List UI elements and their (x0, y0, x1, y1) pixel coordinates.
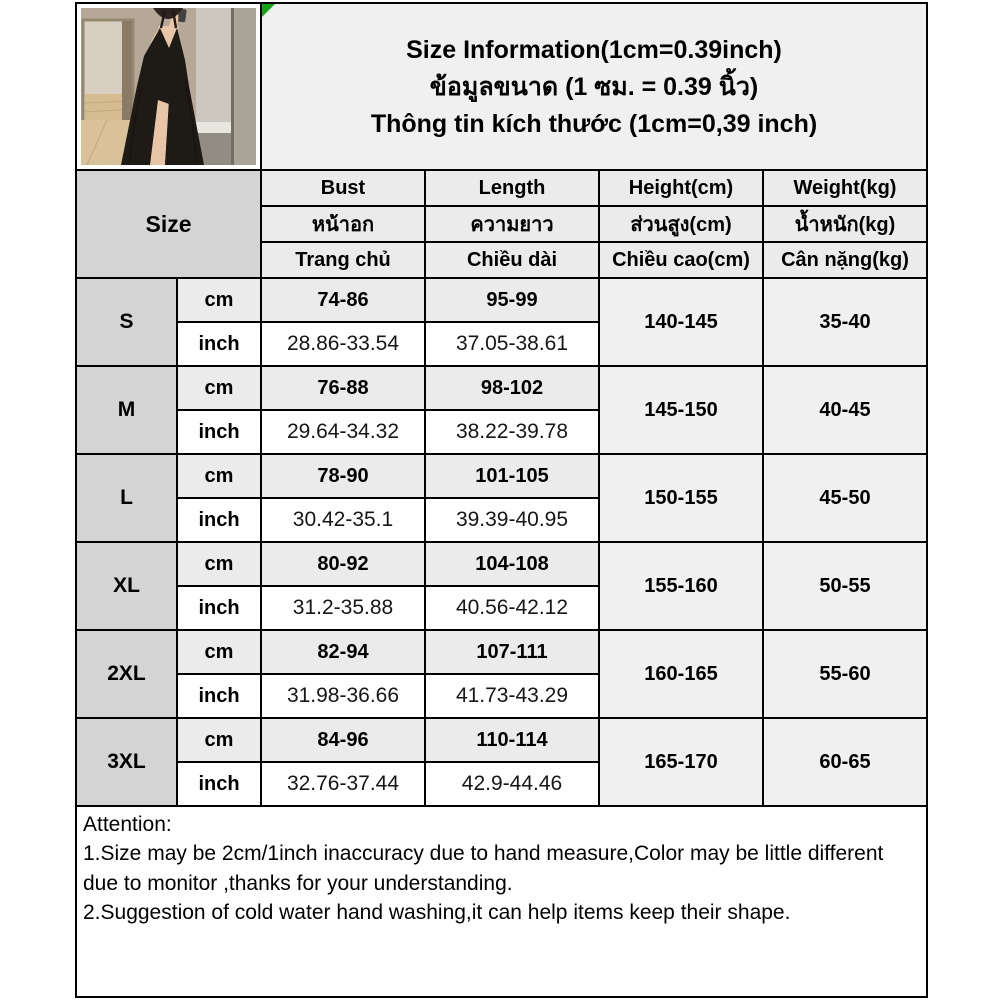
header-height-th: ส่วนสูง(cm) (600, 207, 762, 241)
length-cm-value: 104-108 (426, 543, 598, 585)
unit-label-cm: cm (178, 631, 260, 673)
title-english: Size Information(1cm=0.39inch) (406, 35, 782, 64)
attention-box (77, 807, 926, 996)
length-cm-value: 101-105 (426, 455, 598, 497)
unit-label-inch: inch (178, 411, 260, 453)
title-thai: ข้อมูลขนาด (1 ซม. = 0.39 นิ้ว) (429, 72, 759, 101)
bust-inch-value: 31.98-36.66 (262, 675, 424, 717)
height-value: 140-145 (600, 279, 762, 365)
header-bust-th: หน้าอก (262, 207, 424, 241)
height-value: 155-160 (600, 543, 762, 629)
size-table (75, 2, 928, 998)
header-height-en: Height(cm) (600, 171, 762, 205)
bust-inch-value: 28.86-33.54 (262, 323, 424, 365)
bust-inch-value: 31.2-35.88 (262, 587, 424, 629)
height-value: 150-155 (600, 455, 762, 541)
weight-value: 50-55 (764, 543, 926, 629)
size-label: L (77, 455, 176, 541)
unit-label-inch: inch (178, 675, 260, 717)
length-cm-value: 95-99 (426, 279, 598, 321)
product-photo (77, 4, 260, 169)
unit-label-cm: cm (178, 543, 260, 585)
size-label: M (77, 367, 176, 453)
unit-label-cm: cm (178, 367, 260, 409)
header-length-th: ความยาว (426, 207, 598, 241)
bust-cm-value: 84-96 (262, 719, 424, 761)
unit-label-cm: cm (178, 719, 260, 761)
header-weight-th: น้ำหนัก(kg) (764, 207, 926, 241)
height-value: 165-170 (600, 719, 762, 805)
weight-value: 60-65 (764, 719, 926, 805)
unit-label-cm: cm (178, 455, 260, 497)
attention-note-1: 1.Size may be 2cm/1inch inaccuracy due to hand measure,Color may be little different due to monitor ,thanks for your understanding. (83, 842, 884, 895)
length-cm-value: 110-114 (426, 719, 598, 761)
length-inch-value: 37.05-38.61 (426, 323, 598, 365)
header-height-vi: Chiều cao(cm) (600, 243, 762, 277)
bust-inch-value: 32.76-37.44 (262, 763, 424, 805)
length-inch-value: 39.39-40.95 (426, 499, 598, 541)
attention-note-2: 2.Suggestion of cold water hand washing,it can help items keep their shape. (83, 901, 791, 925)
size-column-header: Size (77, 171, 260, 277)
length-cm-value: 107-111 (426, 631, 598, 673)
unit-label-inch: inch (178, 587, 260, 629)
unit-label-cm: cm (178, 279, 260, 321)
weight-value: 35-40 (764, 279, 926, 365)
bust-cm-value: 80-92 (262, 543, 424, 585)
title-block (262, 4, 926, 169)
header-weight-en: Weight(kg) (764, 171, 926, 205)
size-label: XL (77, 543, 176, 629)
unit-label-inch: inch (178, 763, 260, 805)
header-bust-vi: Trang chủ (262, 243, 424, 277)
bust-cm-value: 76-88 (262, 367, 424, 409)
dress-photo-scene (81, 8, 256, 165)
size-label: S (77, 279, 176, 365)
unit-label-inch: inch (178, 499, 260, 541)
height-value: 145-150 (600, 367, 762, 453)
height-value: 160-165 (600, 631, 762, 717)
length-inch-value: 41.73-43.29 (426, 675, 598, 717)
bust-cm-value: 78-90 (262, 455, 424, 497)
header-weight-vi: Cân nặng(kg) (764, 243, 926, 277)
title-vietnamese: Thông tin kích thước (1cm=0,39 inch) (370, 109, 818, 138)
attention-title: Attention: (83, 813, 172, 836)
bust-inch-value: 30.42-35.1 (262, 499, 424, 541)
length-inch-value: 42.9-44.46 (426, 763, 598, 805)
length-inch-value: 38.22-39.78 (426, 411, 598, 453)
bust-cm-value: 74-86 (262, 279, 424, 321)
bust-inch-value: 29.64-34.32 (262, 411, 424, 453)
green-triangle-icon (262, 4, 275, 17)
header-length-en: Length (426, 171, 598, 205)
weight-value: 40-45 (764, 367, 926, 453)
weight-value: 55-60 (764, 631, 926, 717)
header-length-vi: Chiều dài (426, 243, 598, 277)
length-cm-value: 98-102 (426, 367, 598, 409)
bust-cm-value: 82-94 (262, 631, 424, 673)
header-bust-en: Bust (262, 171, 424, 205)
size-label: 3XL (77, 719, 176, 805)
weight-value: 45-50 (764, 455, 926, 541)
length-inch-value: 40.56-42.12 (426, 587, 598, 629)
size-label: 2XL (77, 631, 176, 717)
unit-label-inch: inch (178, 323, 260, 365)
